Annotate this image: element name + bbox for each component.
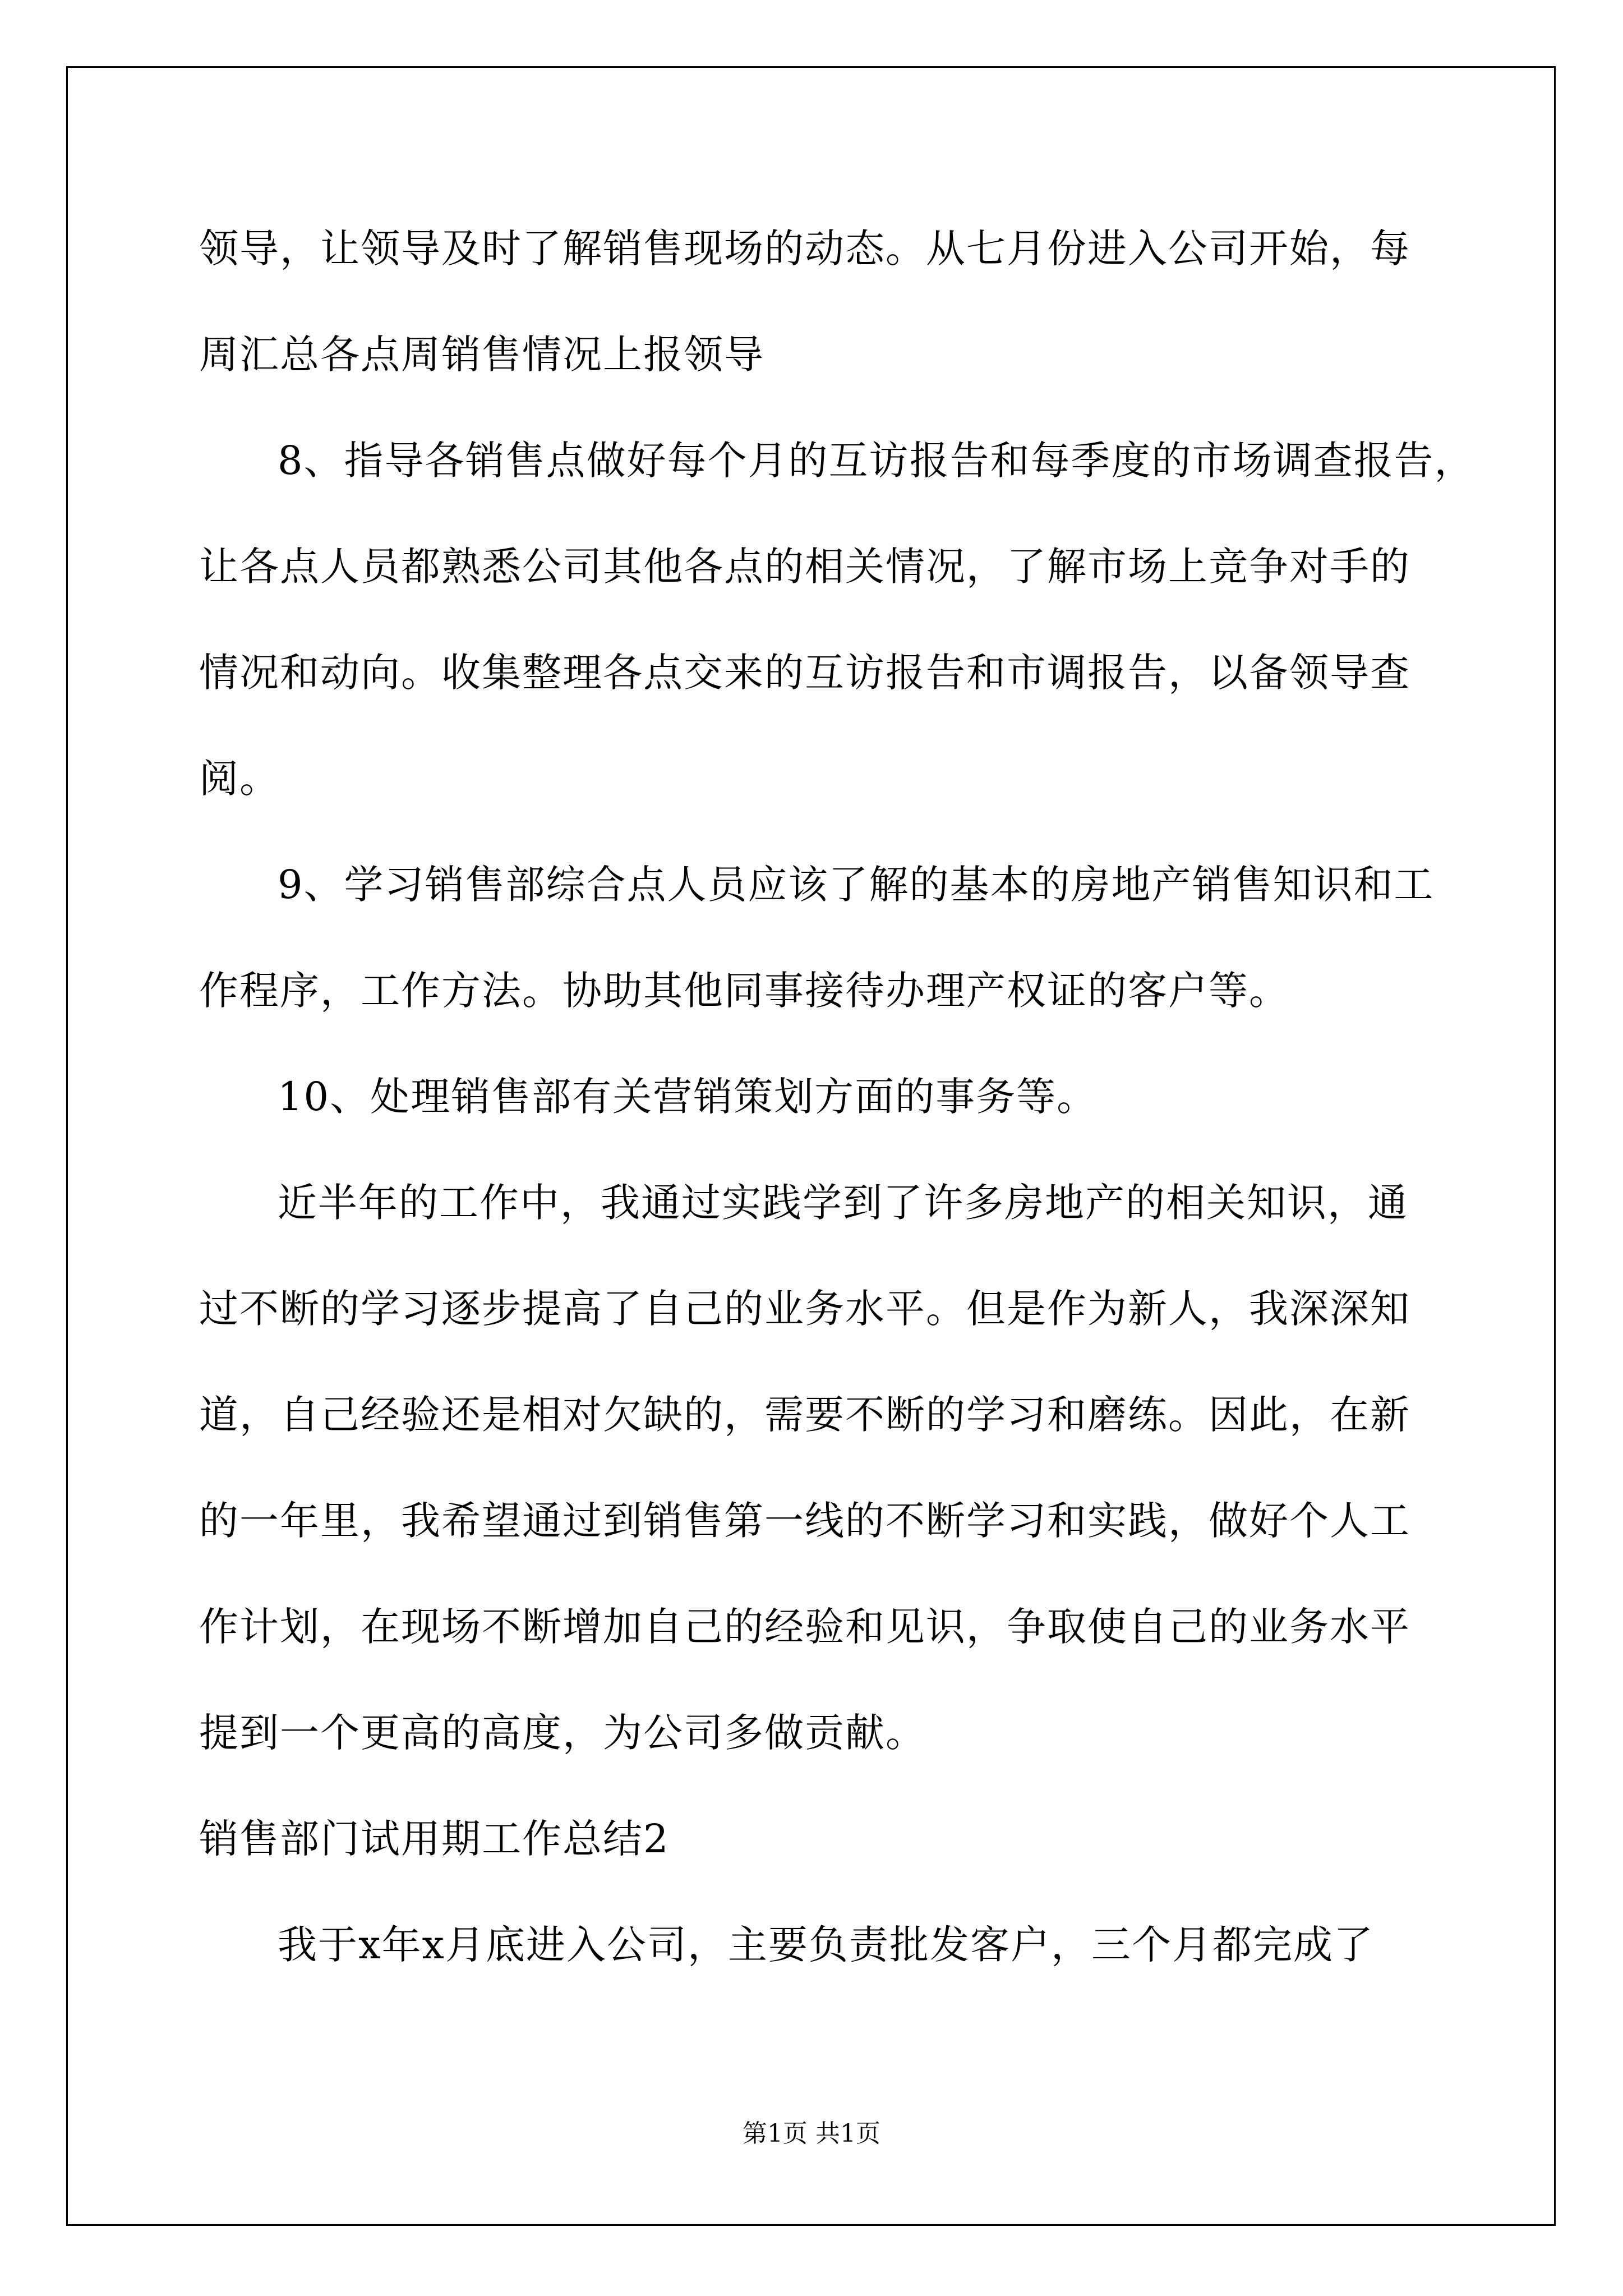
text-line: 作程序，工作方法。协助其他同事接待办理产权证的客户等。 xyxy=(199,968,1289,1014)
text-line: 我于x年x月底进入公司，主要负责批发客户，三个月都完成了 xyxy=(278,1922,1374,1968)
text-line: 领导，让领导及时了解销售现场的动态。从七月份进入公司开始，每 xyxy=(199,226,1410,272)
page-footer: 第1页 共1页 xyxy=(743,2119,880,2148)
text-line: 提到一个更高的高度，为公司多做贡献。 xyxy=(199,1710,926,1756)
text-line: 情况和动向。收集整理各点交来的互访报告和市调报告，以备领导查 xyxy=(199,650,1410,696)
text-line: 阅。 xyxy=(199,756,280,802)
text-line: 道，自己经验还是相对欠缺的，需要不断的学习和磨练。因此，在新 xyxy=(199,1392,1410,1438)
text-line: 近半年的工作中，我通过实践学到了许多房地产的相关知识，通 xyxy=(278,1180,1408,1226)
text-line: 9、学习销售部综合点人员应该了解的基本的房地产销售知识和工 xyxy=(278,862,1435,908)
page-frame xyxy=(66,66,1556,2226)
text-line: 的一年里，我希望通过到销售第一线的不断学习和实践，做好个人工 xyxy=(199,1498,1410,1544)
section-heading: 销售部门试用期工作总结2 xyxy=(199,1816,670,1862)
text-line: 让各点人员都熟悉公司其他各点的相关情况，了解市场上竞争对手的 xyxy=(199,544,1410,590)
text-line: 周汇总各点周销售情况上报领导 xyxy=(199,332,764,378)
text-line: 作计划，在现场不断增加自己的经验和见识，争取使自己的业务水平 xyxy=(199,1604,1410,1650)
text-line: 8、指导各销售点做好每个月的互访报告和每季度的市场调查报告， xyxy=(278,438,1475,484)
text-line: 10、处理销售部有关营销策划方面的事务等。 xyxy=(278,1074,1098,1120)
text-line: 过不断的学习逐步提高了自己的业务水平。但是作为新人，我深深知 xyxy=(199,1286,1410,1332)
